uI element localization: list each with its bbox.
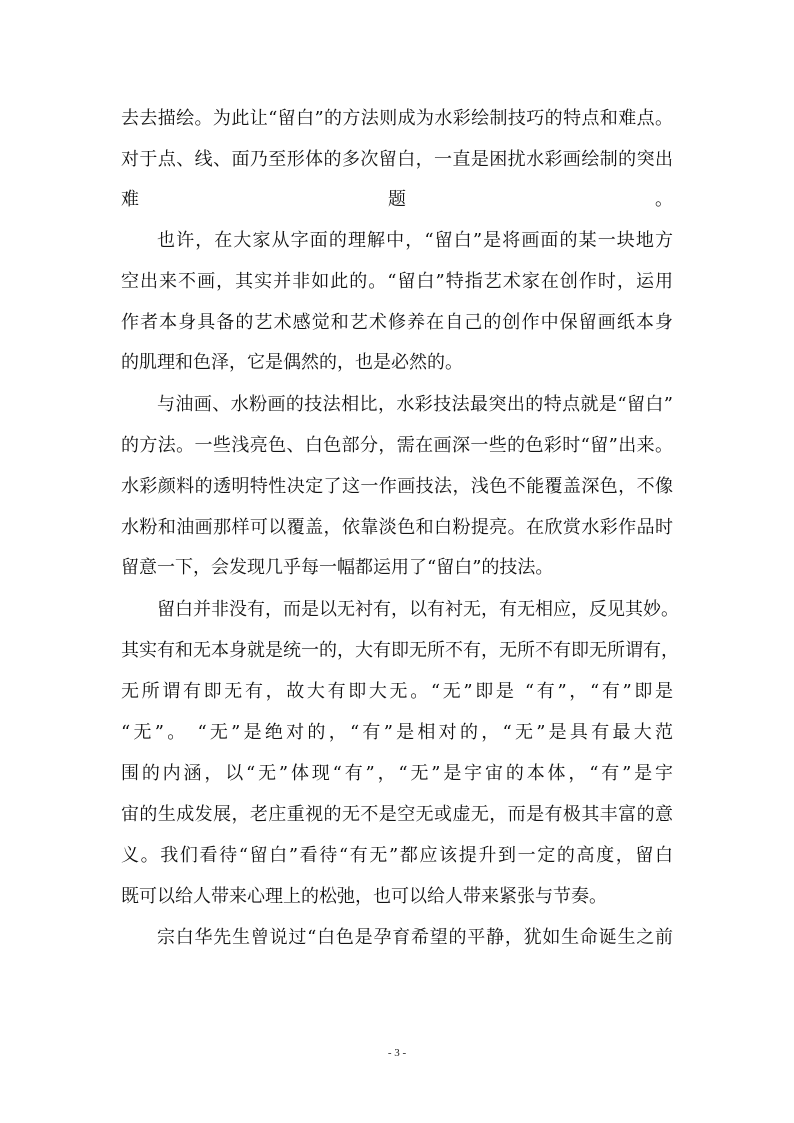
paragraph-first-line: 留白并非没有，而是以无衬有，以有衬无，有无相应，反见其妙。 xyxy=(157,599,679,620)
text-fragment: 题 xyxy=(388,189,406,210)
text-line: 宙的生成发展，老庄重视的无不是空无或虚无，而是有极其丰富的意 xyxy=(121,804,673,825)
text-line: 去去描绘。为此让“留白”的方法则成为水彩绘制技巧的特点和难点。 xyxy=(121,108,673,129)
text-line: “无”。 “无”是绝对的，“有”是相对的，“无”是具有最大范 xyxy=(121,722,673,743)
text-line xyxy=(121,190,673,210)
text-line: 水粉和油画那样可以覆盖，依靠淡色和白粉提亮。在欣赏水彩作品时 xyxy=(121,517,673,538)
paragraph-first-line: 宗白华先生曾说过“白色是孕育希望的平静，犹如生命诞生之前 xyxy=(157,927,673,948)
text-line: 既可以给人带来心理上的松弛，也可以给人带来紧张与节奏。 xyxy=(121,886,607,907)
text-fragment: 。 xyxy=(655,189,673,210)
text-line: 围的内涵，以“无”体现“有”，“无”是宇宙的本体，“有”是宇 xyxy=(121,763,673,784)
paragraph-first-line: 与油画、水粉画的技法相比，水彩技法最突出的特点就是“留白” xyxy=(157,394,673,415)
text-fragment: 难 xyxy=(121,189,139,210)
text-line: 其实有和无本身就是统一的，大有即无所不有，无所不有即无所谓有， xyxy=(121,640,679,661)
text-line: 无所谓有即无有，故大有即大无。“无”即是 “有”，“有”即是 xyxy=(121,681,673,702)
text-line: 对于点、线、面乃至形体的多次留白，一直是困扰水彩画绘制的突出 xyxy=(121,149,673,170)
text-line: 的方法。一些浅亮色、白色部分，需在画深一些的色彩时“留”出来。 xyxy=(121,435,673,456)
page-number: - 3 - xyxy=(387,1047,407,1059)
paragraph-first-line: 也许，在大家从字面的理解中，“留白”是将画面的某一块地方 xyxy=(157,230,673,251)
text-line: 水彩颜料的透明特性决定了这一作画技法，浅色不能覆盖深色，不像 xyxy=(121,476,673,497)
text-line: 作者本身具备的艺术感觉和艺术修养在自己的创作中保留画纸本身 xyxy=(121,312,673,333)
text-line: 留意一下，会发现几乎每一幅都运用了“留白”的技法。 xyxy=(121,557,554,578)
text-line: 的肌理和色泽，它是偶然的，也是必然的。 xyxy=(121,352,463,373)
text-line: 义。我们看待“留白”看待“有无”都应该提升到一定的高度，留白 xyxy=(121,845,673,866)
text-line: 空出来不画，其实并非如此的。“留白”特指艺术家在创作时，运用 xyxy=(121,271,673,292)
